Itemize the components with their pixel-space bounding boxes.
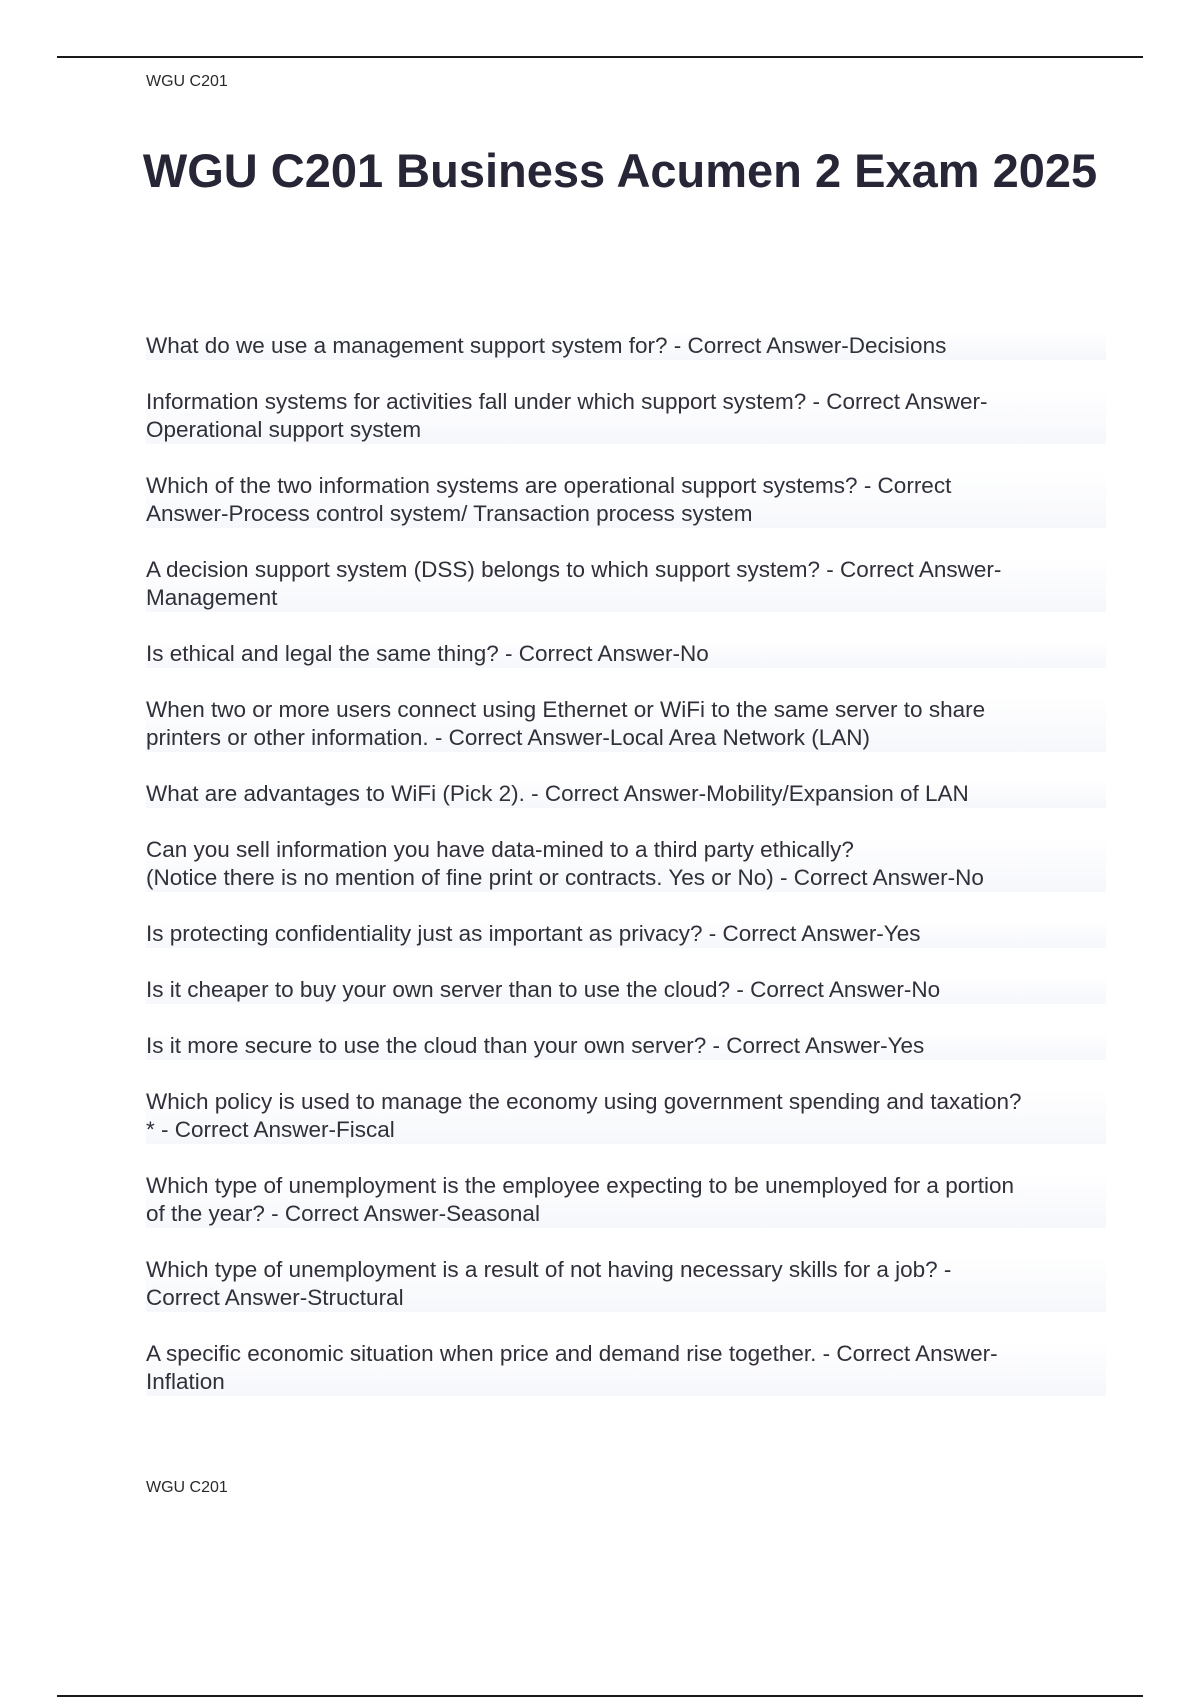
- qa-item: Which type of unemployment is the employee expecting to be unemployed for a portion of the year? - Correct Answer-Seasonal: [146, 1172, 1106, 1228]
- qa-item: When two or more users connect using Ethernet or WiFi to the same server to share printers or other information. - Correct Answer-Local Area Network (LAN): [146, 696, 1106, 752]
- qa-item: Which of the two information systems are operational support systems? - Correct Answer-Process control system/ Transaction process system: [146, 472, 1106, 528]
- qa-list: [146, 332, 1106, 1424]
- qa-item: Is protecting confidentiality just as important as privacy? - Correct Answer-Yes: [146, 920, 1106, 948]
- page-title: WGU C201 Business Acumen 2 Exam 2025: [142, 144, 1098, 197]
- qa-item: Information systems for activities fall under which support system? - Correct Answer- Operational support system: [146, 388, 1106, 444]
- qa-item: Is it more secure to use the cloud than your own server? - Correct Answer-Yes: [146, 1032, 1106, 1060]
- page-header: WGU C201: [146, 73, 228, 90]
- bottom-rule: [57, 1695, 1143, 1697]
- qa-item: Can you sell information you have data-mined to a third party ethically? (Notice there is no mention of fine print or contracts. Yes or No) - Correct Answer-No: [146, 836, 1106, 892]
- qa-item: Is ethical and legal the same thing? - Correct Answer-No: [146, 640, 1106, 668]
- qa-item: Is it cheaper to buy your own server than to use the cloud? - Correct Answer-No: [146, 976, 1106, 1004]
- page-footer: WGU C201: [146, 1479, 228, 1496]
- qa-item: A decision support system (DSS) belongs to which support system? - Correct Answer- Management: [146, 556, 1106, 612]
- qa-item: What are advantages to WiFi (Pick 2). - Correct Answer-Mobility/Expansion of LAN: [146, 780, 1106, 808]
- qa-item: A specific economic situation when price and demand rise together. - Correct Answer- Inflation: [146, 1340, 1106, 1396]
- qa-item: Which type of unemployment is a result of not having necessary skills for a job? - Correct Answer-Structural: [146, 1256, 1106, 1312]
- qa-item: Which policy is used to manage the economy using government spending and taxation? * - Correct Answer-Fiscal: [146, 1088, 1106, 1144]
- qa-item: What do we use a management support system for? - Correct Answer-Decisions: [146, 332, 1106, 360]
- top-rule: [57, 56, 1143, 58]
